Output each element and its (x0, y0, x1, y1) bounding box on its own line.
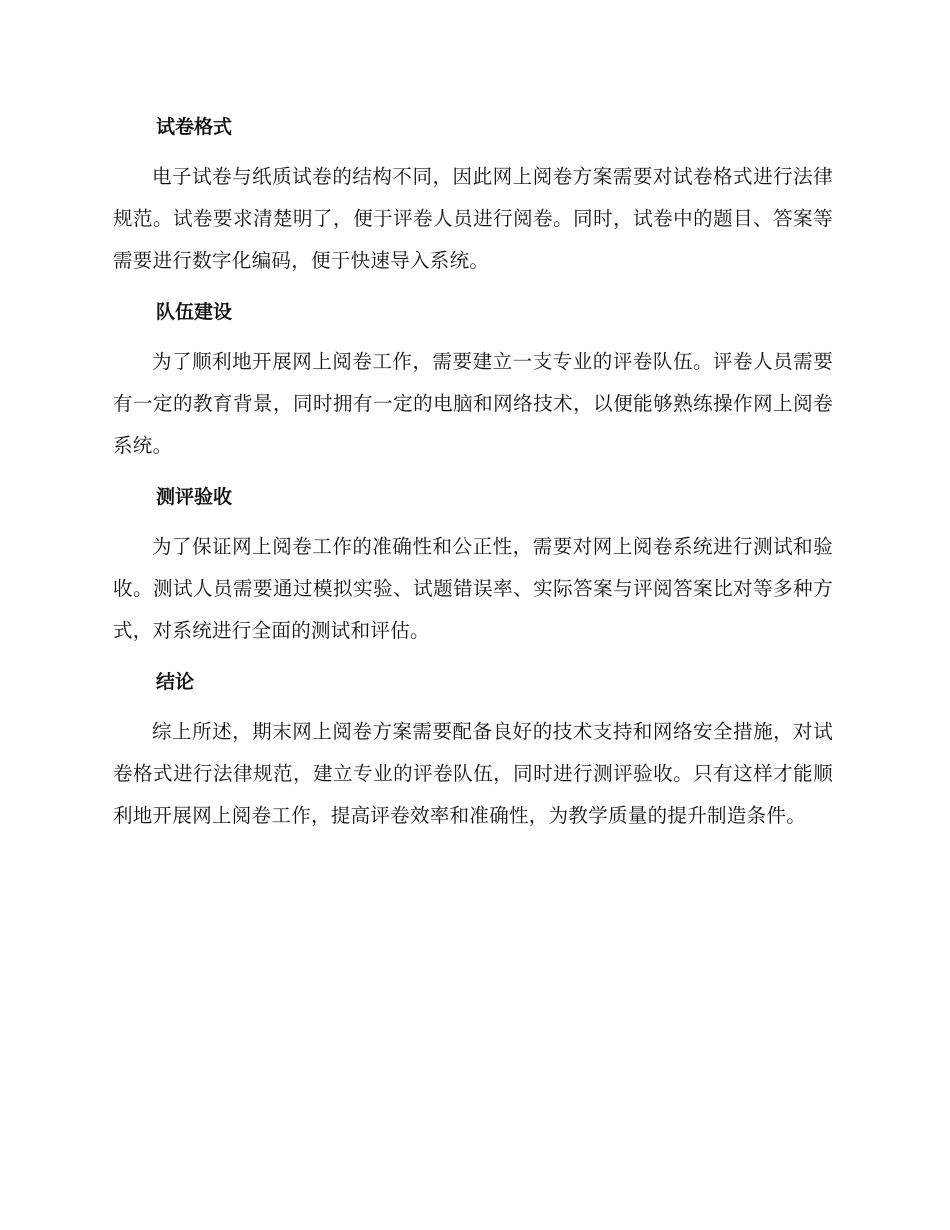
section-heading-testing-acceptance: 测评验收 (156, 486, 233, 508)
section-body-team-building: 为了顺利地开展网上阅卷工作，需要建立一支专业的评卷队伍。评卷人员需要有一定的教育背景，同时拥有一定的电脑和网络技术，以便能够熟练操作网上阅卷系统。 (113, 350, 833, 457)
section-body-conclusion: 综上所述，期末网上阅卷方案需要配备良好的技术支持和网络安全措施，对试卷格式进行法律规范，建立专业的评卷队伍，同时进行测评验收。只有这样才能顺利地开展网上阅卷工作，提高评卷效率和准确性，为教学质量的提升制造条件。 (113, 720, 833, 827)
section-heading-paper-format: 试卷格式 (156, 116, 233, 138)
section-heading-conclusion: 结论 (156, 671, 195, 693)
section-body-paper-format: 电子试卷与纸质试卷的结构不同，因此网上阅卷方案需要对试卷格式进行法律规范。试卷要求清楚明了，便于评卷人员进行阅卷。同时，试卷中的题目、答案等需要进行数字化编码，便于快速导入系统。 (113, 165, 833, 272)
section-heading-team-building: 队伍建设 (156, 301, 233, 323)
section-body-testing-acceptance: 为了保证网上阅卷工作的准确性和公正性，需要对网上阅卷系统进行测试和验收。测试人员需要通过模拟实验、试题错误率、实际答案与评阅答案比对等多种方式，对系统进行全面的测试和评估。 (113, 535, 833, 642)
document-content (113, 109, 833, 849)
